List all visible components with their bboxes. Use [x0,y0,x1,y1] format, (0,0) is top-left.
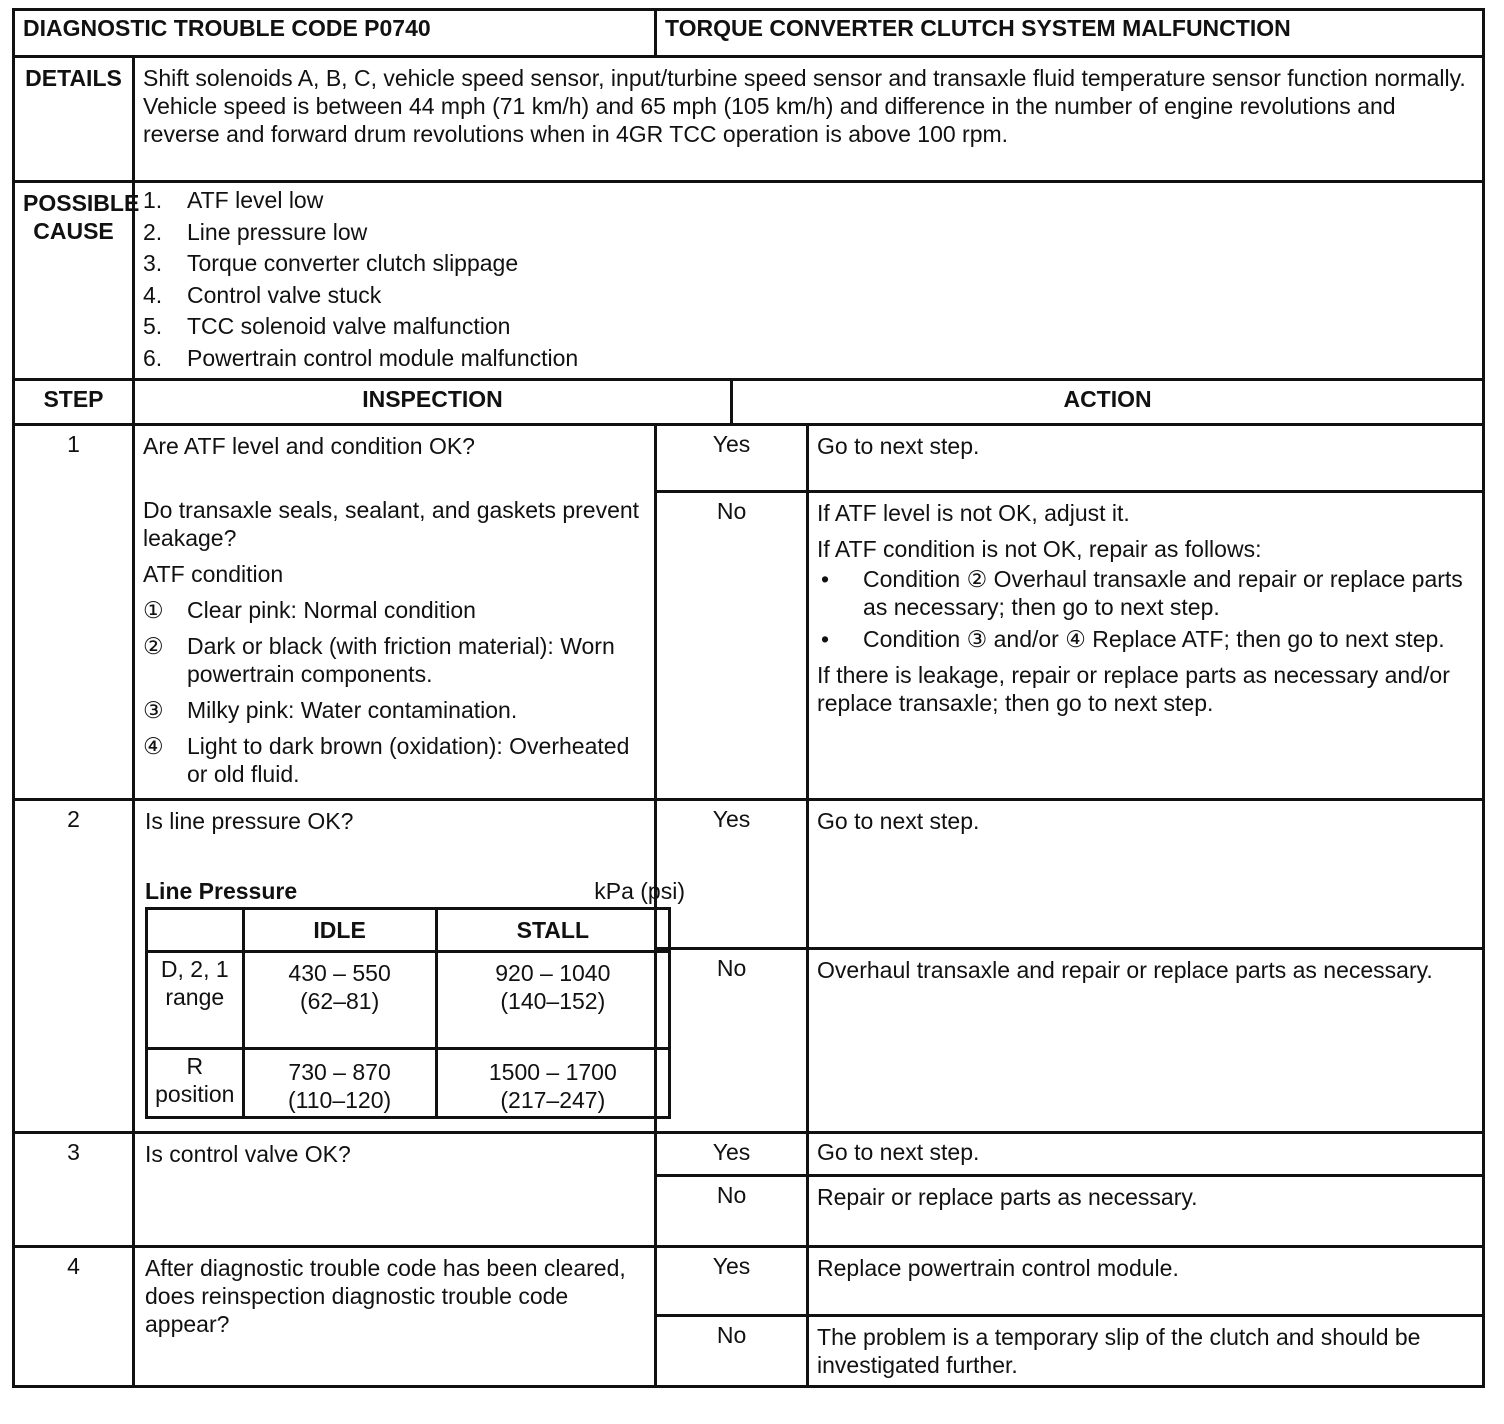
step-inspection [134,425,656,800]
action-column-header: ACTION [732,380,1484,425]
cause-number: 2. [143,218,163,245]
step-number: 1 [14,425,134,800]
table-row [147,1049,670,1118]
table-row [14,800,1484,949]
condition-symbol: ① [143,597,164,623]
cause-number: 5. [143,313,163,339]
no-action: The problem is a temporary slip of the clutch and should be investigated further. [808,1316,1484,1387]
no-label: No [656,1316,808,1387]
yes-action: Replace powertrain control module. [808,1247,1484,1316]
table-cell: 920 – 1040 (140–152) [436,952,669,1049]
list-item [817,565,1474,621]
table-cell: 430 – 550 (62–81) [243,952,436,1049]
yes-label: Yes [656,425,808,492]
table-row [14,1133,1484,1176]
bullet: • [821,626,830,652]
atf-condition-label: ATF condition [143,561,284,587]
no-action-line: If there is leakage, repair or replace parts as necessary and/or replace transaxle; then go to next step. [817,662,1450,716]
table-row [147,952,670,1049]
list-item [143,696,646,724]
no-action [808,492,1484,800]
cause-number: 3. [143,250,163,276]
yes-label: Yes [656,1247,808,1316]
step-inspection [134,800,685,1133]
details-text: Shift solenoids A, B, C, vehicle speed sensor, input/turbine speed sensor and transaxle fluid temperature sensor function normally. Vehicle speed is between 44 mph (71 km/h) and 65 mph (105 km/h) and difference in the number of engine revolutions and reverse and forward drum revolutions when in 4GR TCC operation is above 100 rpm. [134,57,1484,182]
list-item [143,185,1474,217]
yes-label: Yes [656,800,808,949]
condition-symbol: ③ [143,697,164,723]
line-pressure-title: Line Pressure [145,878,298,904]
cause-text: Line pressure low [187,218,368,245]
yes-action: Go to next step. [808,1133,1484,1176]
list-item [143,632,646,688]
condition-text: Milky pink: Water contamination. [187,697,518,723]
table-cell: 730 – 870 (110–120) [243,1049,436,1118]
step-number: 3 [14,1133,134,1247]
table-cell: R position [147,1049,244,1118]
diagnostic-page [12,8,1482,1388]
table-header-cell [147,909,244,952]
cause-text: Control valve stuck [187,281,382,308]
condition-symbol: ④ [143,733,164,759]
list-item [143,280,1474,312]
line-pressure-table [145,907,671,1119]
possible-cause-row [14,182,1484,380]
list-item [143,343,1474,375]
inspection-column-header: INSPECTION [134,380,732,425]
table-cell: D, 2, 1 range [147,952,244,1049]
cause-number: 6. [143,344,163,371]
cause-text: TCC solenoid valve malfunction [187,313,511,339]
cause-text: Powertrain control module malfunction [187,344,579,371]
table-cell: 1500 – 1700 (217–247) [436,1049,669,1118]
condition-text: Dark or black (with friction material): Worn powertrain components. [187,633,615,687]
list-item [143,217,1474,249]
bullet-text: Condition ③ and/or ④ Replace ATF; then go to next step. [863,626,1445,652]
possible-cause-list [134,182,1484,380]
yes-label: Yes [656,1133,808,1176]
step-number: 4 [14,1247,134,1387]
diagnostic-table [12,8,1485,1388]
step-column-header: STEP [14,380,134,425]
step-question: Are ATF level and condition OK? [143,433,475,459]
no-label: No [656,492,808,800]
no-action: Overhaul transaxle and repair or replace parts as necessary. [808,949,1484,1133]
line-pressure-header [145,877,685,905]
possible-cause-label-line1: POSSIBLE [23,190,140,216]
column-header-row [14,380,1484,425]
cause-number: 1. [143,187,163,213]
step-question-2: Do transaxle seals, sealant, and gaskets prevent leakage? [143,497,640,551]
list-item [143,311,1474,343]
bullet: • [821,566,830,592]
yes-action: Go to next step. [808,800,1484,949]
step-question: Is line pressure OK? [145,808,354,834]
header-row [14,10,1484,57]
yes-action: Go to next step. [808,425,1484,492]
code-name: TORQUE CONVERTER CLUTCH SYSTEM MALFUNCTION [656,10,1484,57]
code-title: DIAGNOSTIC TROUBLE CODE P0740 [14,10,656,57]
possible-cause-label-line2: CAUSE [33,218,114,244]
no-action-line: If ATF level is not OK, adjust it. [817,500,1130,526]
details-label: DETAILS [14,57,134,182]
condition-text: Light to dark brown (oxidation): Overheated or old fluid. [187,733,630,787]
possible-cause-label [14,182,140,380]
table-header-cell: IDLE [243,909,436,952]
no-action: Repair or replace parts as necessary. [808,1176,1484,1247]
table-header-cell: STALL [436,909,669,952]
step-number: 2 [14,800,134,1133]
condition-text: Clear pink: Normal condition [187,597,476,623]
cause-number: 4. [143,281,163,308]
no-action-line: If ATF condition is not OK, repair as follows: [817,536,1262,562]
details-row [14,57,1484,182]
no-label: No [656,949,808,1133]
cause-text: ATF level low [187,187,324,213]
step-question: Is control valve OK? [134,1133,656,1247]
condition-symbol: ② [143,633,164,659]
cause-text: Torque converter clutch slippage [187,250,519,276]
step-question: After diagnostic trouble code has been cleared, does reinspection diagnostic trouble code appear? [134,1247,656,1387]
table-row [14,425,1484,492]
table-row [147,909,670,952]
bullet-text: Condition ② Overhaul transaxle and repair or replace parts as necessary; then go to next step. [863,566,1463,620]
list-item [817,625,1474,653]
list-item [143,596,646,624]
line-pressure-unit: kPa (psi) [594,878,685,904]
no-label: No [656,1176,808,1247]
table-row [14,1247,1484,1316]
list-item [143,732,646,788]
list-item [143,248,1474,280]
